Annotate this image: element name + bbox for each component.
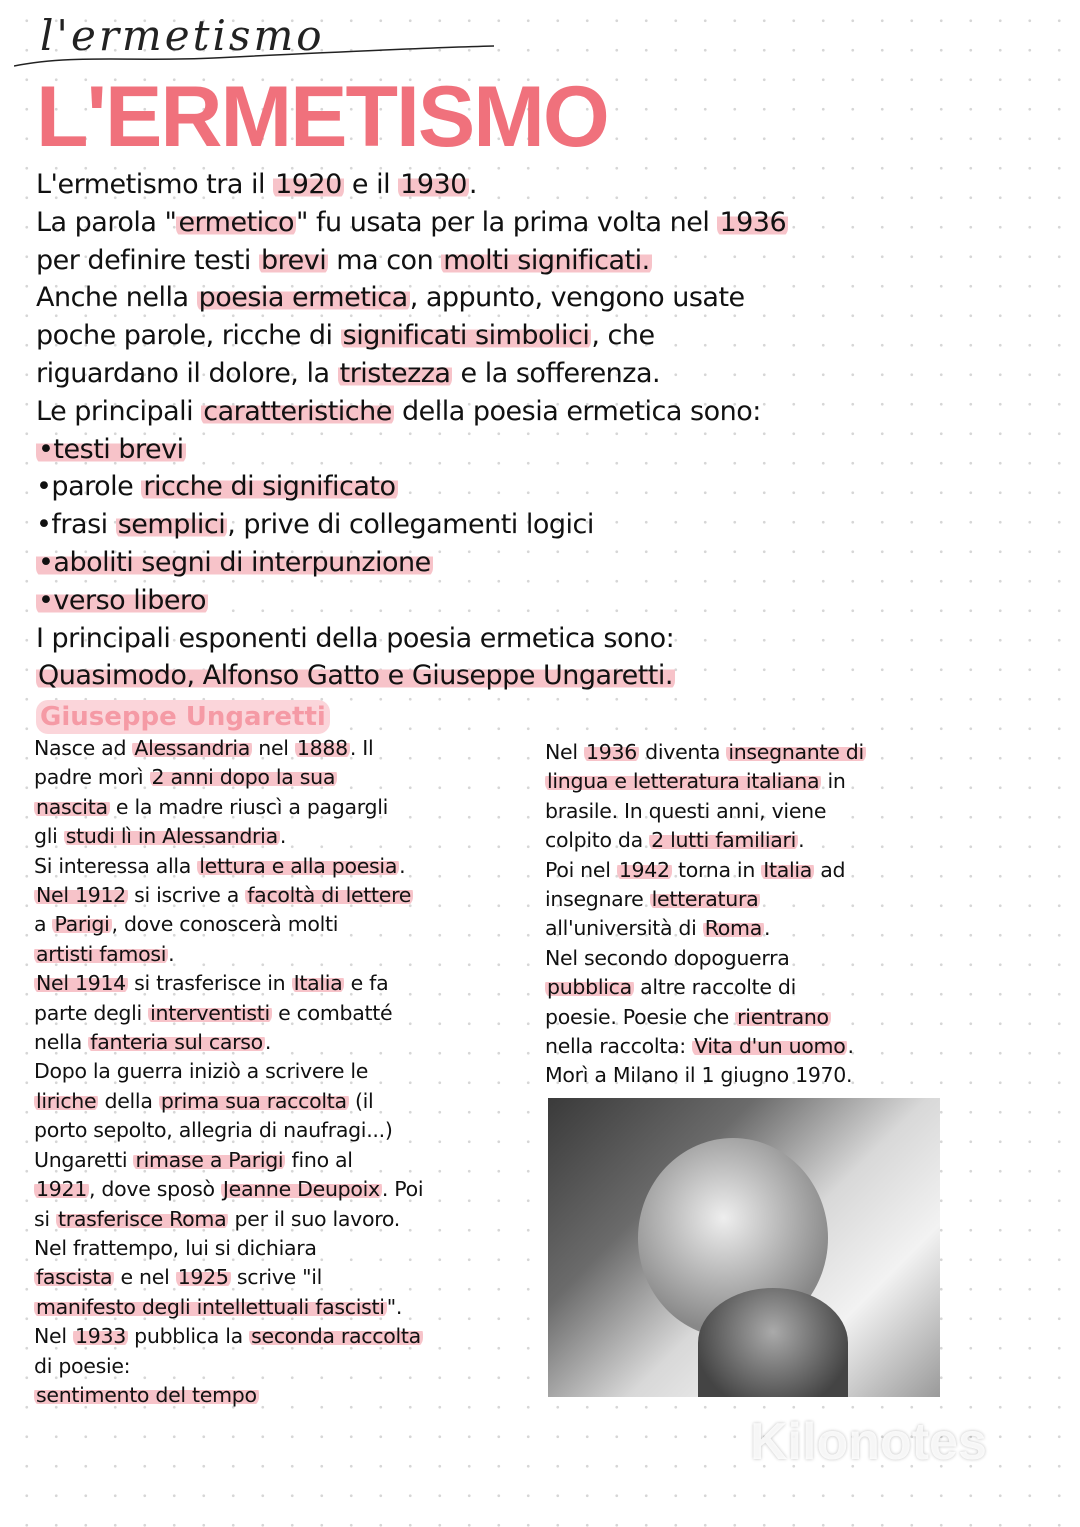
- text-line: [34, 793, 423, 822]
- text-line: [36, 620, 788, 658]
- highlighted-text: 2 lutti familiari: [651, 828, 797, 853]
- text-line: [34, 910, 423, 939]
- highlighted-text: 1936: [719, 206, 787, 238]
- text-segment: .: [763, 916, 771, 941]
- text-segment: poesie. Poesie che: [545, 1004, 736, 1029]
- text-segment: Nel: [545, 740, 584, 764]
- text-segment: si trasferisce in: [127, 971, 292, 996]
- highlighted-text: 1936: [585, 740, 637, 764]
- highlighted-text: significati simbolici: [342, 320, 590, 352]
- text-segment: L'ermetismo tra il: [36, 169, 274, 200]
- text-segment: Morì a Milano il 1 giugno 1970.: [545, 1063, 853, 1088]
- text-segment: si: [34, 1206, 56, 1231]
- text-segment: ma con: [328, 244, 442, 276]
- text-line: [34, 1263, 423, 1292]
- text-segment: di poesie:: [34, 1353, 131, 1378]
- text-line: [36, 166, 788, 204]
- text-segment: brasile. In questi anni, viene: [545, 798, 827, 823]
- text-segment: " fu usata per la prima volta nel: [296, 206, 718, 238]
- text-line: [545, 797, 866, 826]
- text-segment: parte degli: [34, 1000, 149, 1025]
- text-segment: Ungaretti: [34, 1147, 134, 1172]
- highlighted-text: Alessandria: [134, 736, 251, 760]
- highlighted-text: brevi: [260, 244, 327, 276]
- text-line: [545, 826, 866, 855]
- highlighted-text: 2 anni dopo la sua: [151, 765, 336, 790]
- text-line: [34, 1087, 423, 1116]
- text-line: [34, 734, 423, 763]
- text-line: [36, 431, 788, 469]
- page-title: L'ERMETISMO: [36, 69, 608, 165]
- highlighted-text: pubblica: [547, 975, 632, 1000]
- text-line: [34, 1293, 423, 1322]
- text-line: [36, 657, 788, 695]
- text-segment: . Poi: [381, 1177, 424, 1202]
- text-line: [36, 582, 788, 620]
- highlighted-text: manifesto degli intellettuali fascisti: [36, 1294, 385, 1319]
- text-segment: (il: [348, 1088, 374, 1113]
- highlighted-text: artisti famosi: [36, 941, 167, 966]
- highlighted-text: caratteristiche: [203, 395, 392, 427]
- highlighted-text: 1925: [177, 1265, 229, 1290]
- text-line: [36, 355, 788, 393]
- highlighted-text: Quasimodo, Alfonso Gatto e Giuseppe Ungaretti.: [38, 660, 673, 692]
- text-segment: Le principali: [36, 395, 202, 427]
- text-line: [34, 1322, 423, 1351]
- text-line: [36, 279, 788, 317]
- highlighted-text: Jeanne Deupoix: [222, 1177, 380, 1202]
- highlighted-text: lettura e alla poesia: [199, 853, 398, 878]
- text-segment: porto sepolto, allegria di naufragi...): [34, 1118, 393, 1143]
- section-subtitle: Giuseppe Ungaretti: [36, 700, 330, 734]
- text-segment: e il: [343, 169, 399, 200]
- text-segment: pubblica la: [127, 1324, 250, 1349]
- text-line: [36, 468, 788, 506]
- highlighted-text: sentimento del tempo: [36, 1382, 257, 1407]
- highlighted-text: prima sua raccolta: [160, 1088, 347, 1113]
- text-segment: diventa: [638, 740, 727, 764]
- text-line: [34, 1352, 423, 1381]
- text-segment: , prive di collegamenti logici: [227, 509, 594, 541]
- page-title-script: l'ermetismo: [40, 11, 325, 60]
- text-line: [36, 242, 788, 280]
- text-segment: nel: [252, 736, 295, 760]
- text-segment: della poesia ermetica sono:: [393, 395, 761, 427]
- text-segment: poche parole, ricche di: [36, 320, 341, 352]
- highlighted-text: Vita d'un uomo: [694, 1034, 846, 1059]
- text-line: [545, 973, 866, 1002]
- highlighted-text: Roma: [704, 916, 762, 941]
- text-line: [34, 1146, 423, 1175]
- text-line: [545, 738, 866, 767]
- highlighted-text: semplici: [117, 509, 226, 541]
- highlighted-text: seconda raccolta: [251, 1324, 421, 1349]
- text-segment: , che: [591, 320, 655, 352]
- highlighted-text: rimase a Parigi: [135, 1147, 284, 1172]
- text-segment: .: [468, 169, 477, 200]
- text-segment: e la sofferenza.: [452, 357, 661, 389]
- text-segment: colpito da: [545, 828, 650, 853]
- highlighted-text: •testi brevi: [38, 433, 184, 465]
- highlighted-text: 1888: [296, 736, 348, 760]
- text-segment: altre raccolte di: [633, 975, 797, 1000]
- text-segment: nella raccolta:: [545, 1034, 693, 1059]
- text-line: [34, 1205, 423, 1234]
- text-segment: per il suo lavoro.: [228, 1206, 400, 1231]
- highlighted-text: 1920: [275, 169, 342, 200]
- text-segment: riguardano il dolore, la: [36, 357, 338, 389]
- text-segment: scrive "il: [230, 1265, 323, 1290]
- text-segment: fino al: [285, 1147, 353, 1172]
- highlighted-text: Italia: [293, 971, 343, 996]
- text-line: [545, 1061, 866, 1090]
- intro-text: [36, 166, 788, 695]
- biography-left-column: [34, 734, 423, 1410]
- text-segment: insegnare: [545, 887, 650, 912]
- highlighted-text: liriche: [36, 1088, 97, 1113]
- text-line: [545, 856, 866, 885]
- text-segment: padre morì: [34, 765, 150, 790]
- text-segment: •parole: [36, 471, 142, 503]
- text-line: [34, 1175, 423, 1204]
- highlighted-text: 1921: [36, 1177, 87, 1202]
- text-line: [34, 852, 423, 881]
- text-segment: . Il: [349, 736, 374, 760]
- text-segment: Nel frattempo, lui si dichiara: [34, 1235, 317, 1260]
- highlighted-text: fanteria sul carso: [90, 1030, 263, 1055]
- text-line: [34, 1028, 423, 1057]
- highlighted-text: lingua e letteratura italiana: [547, 769, 820, 794]
- text-line: [34, 881, 423, 910]
- highlighted-text: trasferisce Roma: [58, 1206, 227, 1231]
- text-segment: .: [798, 828, 805, 853]
- text-segment: Dopo la guerra iniziò a scrivere le: [34, 1059, 369, 1084]
- text-segment: e la madre riuscì a pagargli: [109, 794, 389, 819]
- highlighted-text: Nel 1914: [36, 971, 126, 996]
- highlighted-text: •verso libero: [38, 584, 207, 616]
- text-line: [34, 822, 423, 851]
- text-line: [36, 393, 788, 431]
- text-segment: .: [279, 824, 287, 849]
- text-segment: si iscrive a: [127, 883, 246, 908]
- highlighted-text: tristezza: [339, 357, 451, 389]
- text-line: [36, 317, 788, 355]
- ungaretti-photo: [548, 1098, 940, 1397]
- highlighted-text: poesia ermetica: [198, 282, 408, 314]
- text-segment: per definire testi: [36, 244, 259, 276]
- text-segment: , appunto, vengono usate: [409, 282, 745, 314]
- highlighted-text: Nel 1912: [36, 883, 126, 908]
- text-segment: Si interessa alla: [34, 853, 198, 878]
- text-segment: nella: [34, 1030, 89, 1055]
- text-segment: .: [399, 853, 406, 878]
- highlighted-text: 1942: [618, 857, 670, 882]
- portrait-cat: [698, 1288, 848, 1397]
- text-line: [545, 944, 866, 973]
- text-segment: .: [168, 941, 175, 966]
- text-segment: •frasi: [36, 509, 116, 541]
- highlighted-text: studi lì in Alessandria: [65, 824, 278, 849]
- text-line: [34, 1234, 423, 1263]
- text-segment: Nel: [34, 1324, 73, 1349]
- text-line: [545, 914, 866, 943]
- text-segment: , dove conoscerà molti: [111, 912, 339, 937]
- text-line: [36, 544, 788, 582]
- text-segment: della: [98, 1088, 159, 1113]
- highlighted-text: letteratura: [651, 887, 759, 912]
- text-line: [34, 1116, 423, 1145]
- text-line: [34, 1381, 423, 1410]
- text-segment: all'università di: [545, 916, 703, 941]
- text-line: [34, 940, 423, 969]
- text-segment: a: [34, 912, 53, 937]
- text-segment: Nel secondo dopoguerra: [545, 945, 790, 970]
- text-segment: e combatté: [271, 1000, 393, 1025]
- highlighted-text: ricche di significato: [143, 471, 396, 503]
- text-segment: in: [821, 769, 846, 794]
- text-segment: Poi nel: [545, 857, 617, 882]
- text-line: [34, 763, 423, 792]
- text-segment: ".: [386, 1294, 403, 1319]
- text-line: [34, 969, 423, 998]
- text-segment: e nel: [114, 1265, 176, 1290]
- highlighted-text: ermetico: [178, 206, 295, 238]
- text-line: [36, 204, 788, 242]
- text-segment: , dove sposò: [88, 1177, 221, 1202]
- highlighted-text: Parigi: [54, 912, 110, 937]
- text-line: [36, 506, 788, 544]
- text-line: [545, 885, 866, 914]
- highlighted-text: fascista: [36, 1265, 113, 1290]
- highlighted-text: insegnante di: [728, 740, 864, 764]
- text-line: [545, 767, 866, 796]
- text-segment: .: [847, 1034, 854, 1059]
- highlighted-text: nascita: [36, 794, 108, 819]
- text-segment: ad: [814, 857, 846, 882]
- text-line: [34, 1057, 423, 1086]
- highlighted-text: molti significati.: [443, 244, 650, 276]
- highlighted-text: interventisti: [150, 1000, 270, 1025]
- text-line: [545, 1003, 866, 1032]
- text-segment: e fa: [344, 971, 389, 996]
- text-segment: I principali esponenti della poesia ermetica sono:: [36, 622, 675, 654]
- text-line: [34, 999, 423, 1028]
- text-line: [545, 1032, 866, 1061]
- watermark-logo: Kilonotes: [750, 1413, 987, 1471]
- text-segment: gli: [34, 824, 64, 849]
- text-segment: .: [264, 1030, 272, 1055]
- text-segment: torna in: [671, 857, 762, 882]
- text-segment: La parola ": [36, 206, 177, 238]
- text-segment: Nasce ad: [34, 736, 133, 760]
- highlighted-text: facoltà di lettere: [247, 883, 412, 908]
- highlighted-text: •aboliti segni di interpunzione: [38, 546, 431, 578]
- text-segment: Anche nella: [36, 282, 197, 314]
- biography-right-column: [545, 738, 866, 1091]
- highlighted-text: Italia: [763, 857, 813, 882]
- highlighted-text: 1930: [400, 169, 467, 200]
- highlighted-text: rientrano: [737, 1004, 829, 1029]
- highlighted-text: 1933: [74, 1324, 126, 1349]
